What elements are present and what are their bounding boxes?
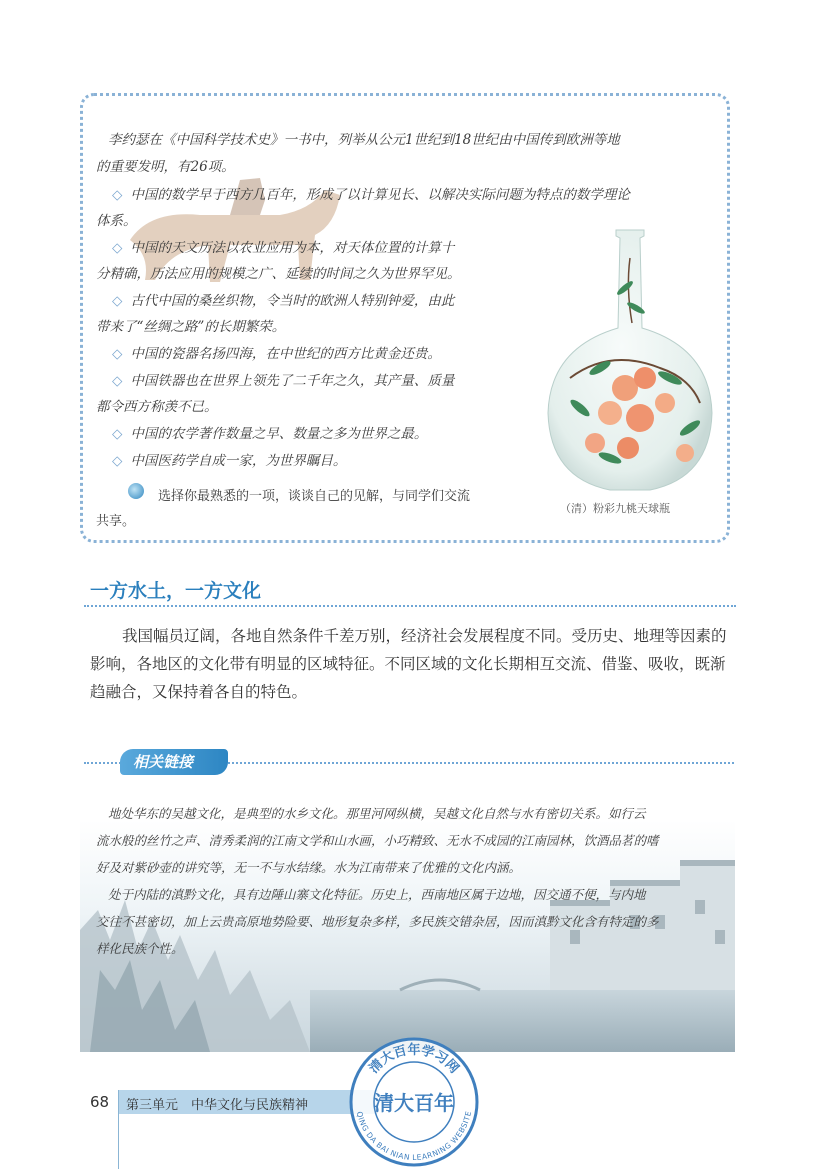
related-line: 样化民族个性。 — [96, 941, 184, 956]
vase-image — [540, 228, 720, 498]
related-divider-left — [84, 762, 124, 764]
landscape-image — [80, 820, 735, 1052]
bullet-icon: ◇ — [112, 453, 123, 469]
body-paragraph: 我国幅员辽阔，各地自然条件千差万别，经济社会发展程度不同。受历史、地理等因素的影响，各地区的文化带有明显的区域特征。不同区域的文化长期相互交流、借鉴、吸收，既渐趋融合，又保持着各自的特色。 — [90, 627, 727, 701]
bullet-item: ◇ 中国铁器也在世界上领先了二千年之久，其产量、质量 — [112, 373, 455, 389]
bullet-icon: ◇ — [112, 240, 123, 256]
bullet-icon: ◇ — [112, 346, 123, 362]
intro-line: 的重要发明，有26项。 — [96, 159, 235, 175]
related-line: 好及对紫砂壶的讲究等，无一不与水结缘。水为江南带来了优雅的文化内涵。 — [96, 860, 522, 875]
bullet-cont: 体系。 — [96, 213, 137, 229]
related-divider-right — [228, 762, 734, 764]
bullet-cont: 分精确，历法应用的规模之广、延续的时间之久为世界罕见。 — [96, 266, 461, 282]
footer-line — [118, 1090, 119, 1169]
bullet-icon: ◇ — [112, 187, 123, 203]
stamp-top-text: 清大百年学习网 — [366, 1043, 462, 1077]
page-number: 68 — [90, 1093, 110, 1111]
discussion-prompt-cont: 共享。 — [96, 514, 136, 529]
section-heading: 一方水土，一方文化 — [90, 580, 262, 602]
bullet-icon: ◇ — [112, 293, 123, 309]
bullet-icon: ◇ — [112, 373, 123, 389]
section-divider — [84, 605, 736, 607]
unit-title: 第三单元 中华文化与民族精神 — [126, 1098, 309, 1113]
watermark-stamp — [348, 1036, 480, 1168]
discussion-icon — [128, 483, 144, 499]
related-line: 处于内陆的滇黔文化，具有边陲山寨文化特征。历史上，西南地区属于边地，因交通不便，与内地 — [108, 887, 646, 902]
discussion-prompt: 选择你最熟悉的一项，谈谈自己的见解，与同学们交流 — [158, 489, 471, 504]
related-links-label: 相关链接 — [133, 753, 194, 771]
stamp-bottom-text: QING DA BAI NIAN LEARNING WEBSITE — [354, 1110, 474, 1163]
bullet-item: ◇ 中国的数学早于西方几百年，形成了以计算见长、以解决实际问题为特点的数学理论 — [112, 187, 630, 203]
stamp-center-text: 清大百年 — [374, 1091, 454, 1115]
intro-line: 李约瑟在《中国科学技术史》一书中，列举从公元1世纪到18世纪由中国传到欧洲等地 — [108, 132, 620, 148]
bullet-item: ◇ 中国的农学著作数量之早、数量之多为世界之最。 — [112, 426, 428, 442]
bullet-item: ◇ 中国的天文历法以农业应用为本，对天体位置的计算十 — [112, 240, 455, 256]
bullet-item: ◇ 中国医药学自成一家，为世界瞩目。 — [112, 453, 347, 469]
bullet-cont: 带来了“丝绸之路”的长期繁荣。 — [96, 319, 286, 335]
bullet-item: ◇ 中国的瓷器名扬四海，在中世纪的西方比黄金还贵。 — [112, 346, 441, 362]
related-line: 流水般的丝竹之声、清秀柔润的江南文学和山水画，小巧精致、无水不成园的江南园林，饮酒品茗的嗜 — [96, 833, 659, 848]
bullet-item: ◇ 古代中国的桑丝织物，令当时的欧洲人特别钟爱，由此 — [112, 293, 455, 309]
bullet-cont: 都令西方称羡不已。 — [96, 399, 218, 415]
vase-caption: （清）粉彩九桃天球瓶 — [560, 502, 670, 515]
related-line: 地处华东的吴越文化，是典型的水乡文化。那里河网纵横，吴越文化自然与水有密切关系。如行云 — [108, 806, 646, 821]
bullet-icon: ◇ — [112, 426, 123, 442]
related-line: 交往不甚密切，加上云贵高原地势险要、地形复杂多样，多民族交错杂居，因而滇黔文化含有特定的多 — [96, 914, 659, 929]
